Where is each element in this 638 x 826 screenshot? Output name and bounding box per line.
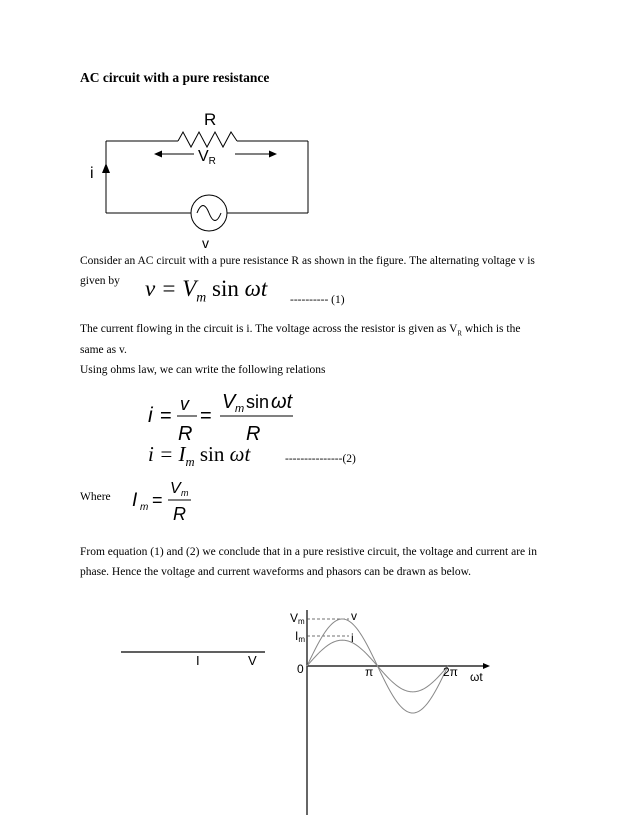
phasor-v-label: V bbox=[248, 653, 257, 668]
waveform-diagram bbox=[285, 605, 495, 820]
vm-label: Vm bbox=[290, 611, 305, 626]
paragraph-ohms-law: Using ohms law, we can write the following relations bbox=[80, 364, 326, 376]
i-curve-label: i bbox=[351, 631, 354, 645]
svg-text:ωt: ωt bbox=[271, 391, 293, 413]
phasor-diagram bbox=[115, 640, 275, 670]
paragraph-current-line2: same as v. bbox=[80, 344, 127, 356]
v-curve-label: v bbox=[351, 609, 357, 623]
svg-text:sin: sin bbox=[246, 392, 270, 412]
resistor-symbol bbox=[178, 132, 237, 147]
paragraph-conclusion-line1: From equation (1) and (2) we conclude that in a pure resistive circuit, the voltage and current are in bbox=[80, 546, 537, 558]
paragraph-intro-line1: Consider an AC circuit with a pure resistance R as shown in the figure. The alternating voltage v is bbox=[80, 255, 535, 267]
svg-text:m: m bbox=[235, 403, 245, 415]
x-axis-arrow-icon bbox=[483, 663, 490, 669]
page-title: AC circuit with a pure resistance bbox=[80, 70, 270, 85]
omega-t-label: ωt bbox=[470, 670, 483, 684]
equation-2: $i = I_m$ sin ωt bbox=[148, 442, 251, 470]
svg-text:m: m bbox=[140, 502, 149, 513]
two-pi-label: 2π bbox=[443, 665, 458, 679]
svg-text:V: V bbox=[170, 480, 181, 497]
equation-1-number: ---------- (1) bbox=[290, 294, 345, 306]
where-label: Where bbox=[80, 491, 111, 503]
origin-label: 0 bbox=[297, 662, 304, 676]
equation-ohms-law bbox=[140, 388, 300, 446]
svg-text:R: R bbox=[173, 504, 186, 524]
paragraph-intro-line2: given by bbox=[80, 275, 120, 287]
phasor-i-label: I bbox=[196, 653, 200, 668]
circuit-diagram bbox=[70, 105, 330, 250]
current-label: i bbox=[90, 165, 94, 182]
paragraph-current-line1: The current flowing in the circuit is i. The voltage across the resistor is given as $V_R$ which is the bbox=[80, 323, 521, 338]
equation-2-number: ---------------(2) bbox=[285, 453, 356, 465]
paragraph-conclusion-line2: phase. Hence the voltage and current waveforms and phasors can be drawn as below. bbox=[80, 566, 472, 578]
svg-text:R: R bbox=[178, 423, 193, 445]
svg-text:i: i bbox=[148, 404, 153, 427]
equation-im-definition bbox=[128, 478, 198, 526]
current-arrow-icon bbox=[102, 163, 110, 173]
svg-text:=: = bbox=[160, 405, 172, 427]
im-label: Im bbox=[295, 629, 306, 644]
svg-text:R: R bbox=[246, 423, 261, 445]
equation-1: $v = V_m$ sin ωt bbox=[145, 276, 268, 305]
svg-text:m: m bbox=[181, 488, 189, 498]
vr-label: VR bbox=[198, 148, 216, 167]
svg-text:=: = bbox=[200, 405, 212, 427]
svg-text:V: V bbox=[222, 391, 236, 413]
svg-text:v: v bbox=[180, 394, 189, 414]
source-label: v bbox=[202, 235, 209, 250]
resistor-label: R bbox=[204, 110, 217, 129]
svg-text:I: I bbox=[132, 490, 138, 511]
svg-text:=: = bbox=[152, 490, 163, 510]
pi-label: π bbox=[365, 665, 374, 679]
